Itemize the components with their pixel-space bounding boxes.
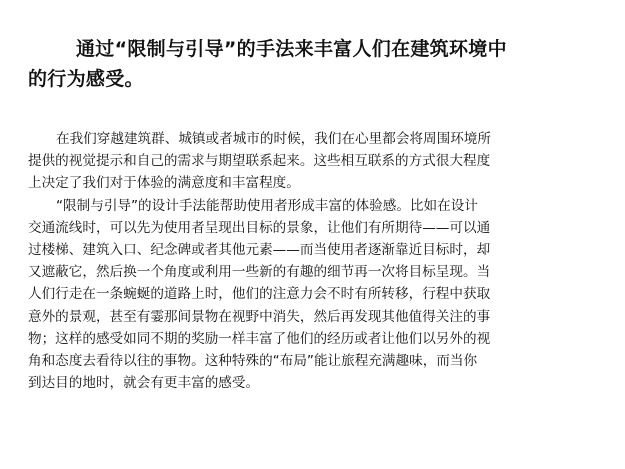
- body-text: [28, 128, 600, 394]
- paragraph-2-line: 意外的景观，甚至有霎那间景物在视野中消失，然后再发现其他值得关注的事: [28, 308, 491, 325]
- paragraph-2-line: 到达目的地时，就会有更丰富的感受。: [28, 375, 260, 392]
- paragraph-1-line: 提供的视觉提示和自己的需求与期望联系起来。这些相互联系的方式很大程度: [28, 153, 491, 170]
- title-line-2: 的行为感受。: [28, 68, 144, 90]
- paragraph-2-line: 过楼梯、建筑入口、纪念碑或者其他元素——而当使用者逐渐靠近目标时，却: [28, 242, 491, 259]
- paragraph-2-line: 又遮蔽它，然后换一个角度或利用一些新的有趣的细节再一次将目标呈现。当: [28, 264, 491, 281]
- paragraph-2-line: 人们行走在一条蜿蜒的道路上时，他们的注意力会不时有所转移，行程中获取: [28, 286, 491, 303]
- paragraph-2-line: “限制与引导”的设计手法能帮助使用者形成丰富的体验感。比如在设计: [56, 197, 478, 214]
- paragraph-2-line: 交通流线时，可以先为使用者呈现出目标的景象，让他们有所期待——可以通: [28, 219, 491, 236]
- title-line-1: 通过“限制与引导”的手法来丰富人们在建筑环境中: [76, 38, 507, 60]
- section-title: [28, 34, 608, 94]
- paragraph-2-line: 物；这样的感受如同不期的奖励一样丰富了他们的经历或者让他们以另外的视: [28, 330, 491, 347]
- paragraph-1-line: 上决定了我们对于体验的满意度和丰富程度。: [28, 175, 300, 192]
- paragraph-1-line: 在我们穿越建筑群、城镇或者城市的时候，我们在心里都会将周围环境所: [56, 131, 491, 147]
- paragraph-2-line: 角和态度去看待以往的事物。这种特殊的“布局”能让旅程充满趣味，而当你: [28, 353, 478, 370]
